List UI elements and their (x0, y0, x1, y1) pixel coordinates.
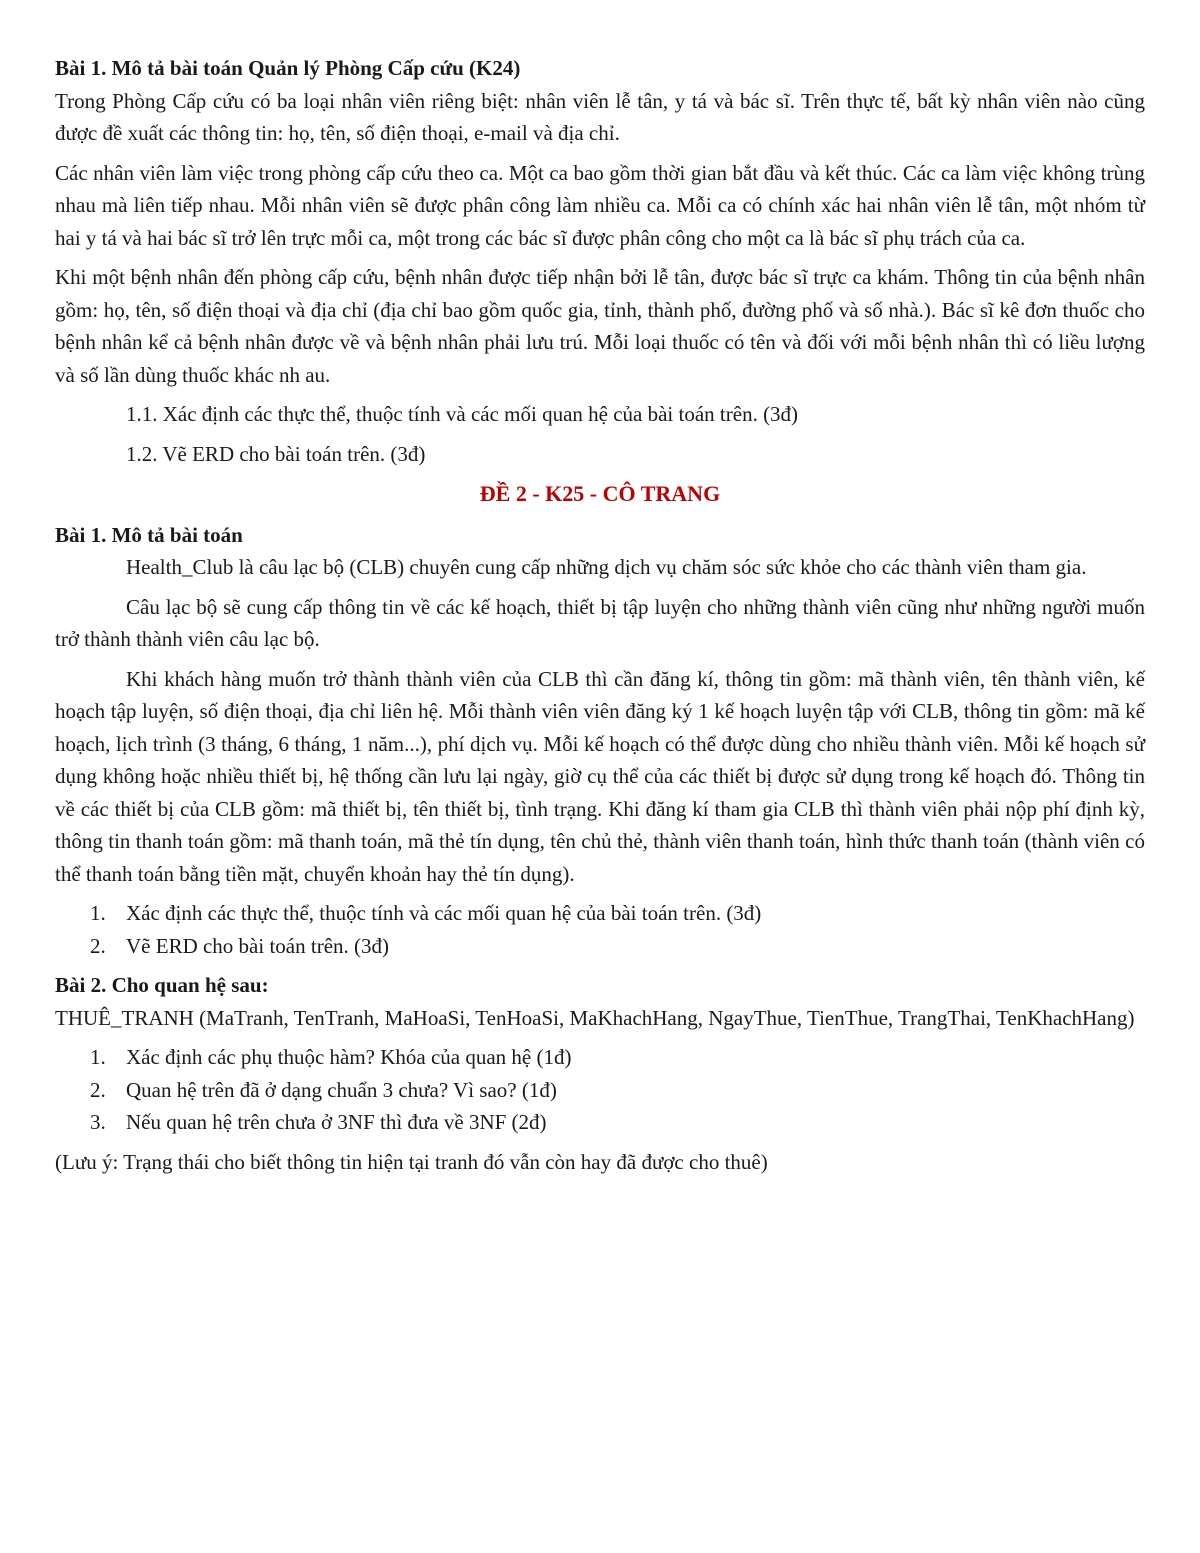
part1-title: Bài 1. Mô tả bài toán Quản lý Phòng Cấp cứu (K24) (55, 56, 521, 80)
part2-title: Bài 1. Mô tả bài toán (55, 522, 243, 547)
part3-list (55, 1041, 1145, 1139)
part3-list-item (55, 1074, 1145, 1107)
part2-list-item (55, 930, 1145, 963)
list-number: 2. (90, 933, 106, 958)
list-text: Xác định các phụ thuộc hàm? Khóa của quan hệ (1đ) (126, 1045, 572, 1069)
part3-title: Bài 2. Cho quan hệ sau: (55, 973, 269, 997)
list-number: 2. (90, 1077, 106, 1102)
part2-list-item (55, 897, 1145, 930)
list-number: 1. (90, 1045, 106, 1069)
part3-list-item (55, 1106, 1145, 1139)
part3-relation: THUÊ_TRANH (MaTranh, TenTranh, MaHoaSi, TenHoaSi, MaKhachHang, NgayThue, TienThue, TrangThai, TenKhachHang) (55, 1005, 1135, 1030)
part1-paragraph-3: Khi một bệnh nhân đến phòng cấp cứu, bệnh nhân được tiếp nhận bởi lễ tân, được bác sĩ trực ca khám. Thông tin của bệnh nhân gồm: họ, tên, số điện thoại và địa chỉ (địa chỉ bao gồm quốc gia, tỉnh, thành phố, đường phố và số nhà.). Bác sĩ kê đơn thuốc cho bệnh nhân kể cả bệnh nhân được về và bệnh nhân phải lưu trú. Mỗi loại thuốc có tên và đối với mỗi bệnh nhân thì có liều lượng và số lần dùng thuốc khác nh au. (55, 265, 1145, 387)
part1-paragraph-1: Trong Phòng Cấp cứu có ba loại nhân viên riêng biệt: nhân viên lễ tân, y tá và bác sĩ. Trên thực tế, bất kỳ nhân viên nào cũng được đề xuất các thông tin: họ, tên, số điện thoại, e-mail và địa chỉ. (55, 88, 1145, 145)
list-text: Vẽ ERD cho bài toán trên. (3đ) (126, 933, 390, 958)
list-text: Quan hệ trên đã ở dạng chuẩn 3 chưa? Vì sao? (1đ) (126, 1077, 557, 1102)
document-page (55, 52, 1145, 1185)
part1-item-2: 1.2. Vẽ ERD cho bài toán trên. (3đ) (126, 441, 426, 466)
section-title: ĐỀ 2 - K25 - CÔ TRANG (479, 481, 721, 506)
list-text: Nếu quan hệ trên chưa ở 3NF thì đưa về 3NF (2đ) (126, 1110, 547, 1134)
part2-paragraph-2: Câu lạc bộ sẽ cung cấp thông tin về các kế hoạch, thiết bị tập luyện cho những thành viên cũng như những người muốn trở thành thành viên câu lạc bộ. (55, 594, 1145, 651)
list-number: 1. (90, 901, 106, 925)
part2-paragraph-3: Khi khách hàng muốn trở thành thành viên của CLB thì cần đăng kí, thông tin gồm: mã thành viên, tên thành viên, kế hoạch tập luyện, số điện thoại, địa chỉ liên hệ. Mỗi thành viên viên đăng ký 1 kế hoạch luyện tập với CLB, thông tin gồm: mã kế hoạch, lịch trình (3 tháng, 6 tháng, 1 năm...), phí dịch vụ. Mỗi kế hoạch có thể được dùng cho nhiều thành viên. Mỗi kế hoạch sử dụng không hoặc nhiều thiết bị, hệ thống cần lưu lại ngày, giờ cụ thể của các thiết bị được sử dụng trong kế hoạch đó. Thông tin về các thiết bị của CLB gồm: mã thiết bị, tên thiết bị, tình trạng. Khi đăng kí tham gia CLB thì thành viên phải nộp phí định kỳ, thông tin thanh toán gồm: mã thanh toán, mã thẻ tín dụng, tên chủ thẻ, thành viên thanh toán, hình thức thanh toán (thành viên có thể thanh toán bằng tiền mặt, chuyển khoản hay thẻ tín dụng). (55, 666, 1145, 886)
part2-list (55, 897, 1145, 962)
list-number: 3. (90, 1110, 106, 1134)
part1-item-1: 1.1. Xác định các thực thể, thuộc tính và các mối quan hệ của bài toán trên. (3đ) (126, 402, 799, 426)
part1-paragraph-2: Các nhân viên làm việc trong phòng cấp cứu theo ca. Một ca bao gồm thời gian bắt đầu và kết thúc. Các ca làm việc không trùng nhau mà liên tiếp nhau. Mỗi nhân viên sẽ được phân công làm nhiều ca. Mỗi ca có chính xác hai nhân viên lễ tân, một nhóm từ hai y tá và hai bác sĩ trở lên trực mỗi ca, một trong các bác sĩ được phân công cho một ca là bác sĩ phụ trách của ca. (55, 160, 1145, 250)
part3-note: (Lưu ý: Trạng thái cho biết thông tin hiện tại tranh đó vẫn còn hay đã được cho thuê) (55, 1149, 768, 1174)
part2-paragraph-1: Health_Club là câu lạc bộ (CLB) chuyên cung cấp những dịch vụ chăm sóc sức khỏe cho các thành viên tham gia. (126, 555, 1087, 579)
part3-list-item (55, 1041, 1145, 1074)
list-text: Xác định các thực thể, thuộc tính và các mối quan hệ của bài toán trên. (3đ) (126, 901, 762, 925)
